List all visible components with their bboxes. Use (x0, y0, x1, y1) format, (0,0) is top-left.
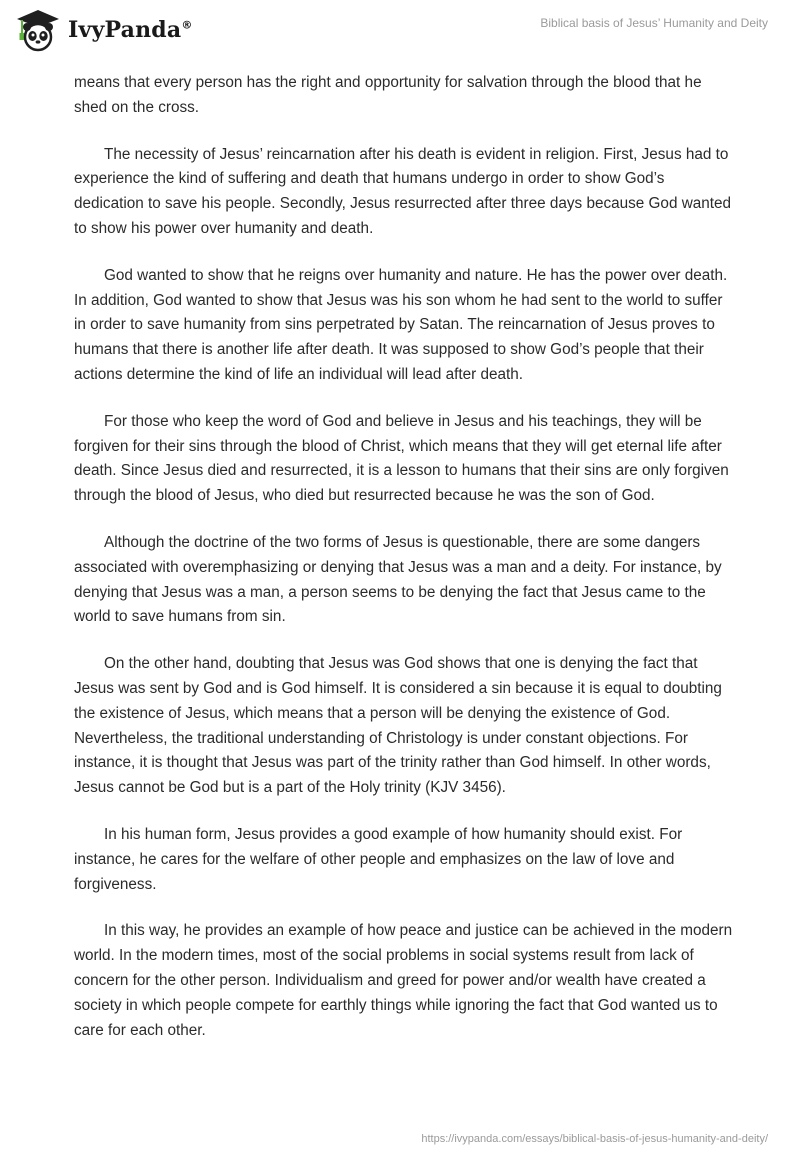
running-title: Biblical basis of Jesus’ Humanity and Deity (540, 16, 768, 30)
paragraph: In this way, he provides an example of how peace and justice can be achieved in the modern world. In the modern times, most of the social problems in social systems result from lack of concern for the other person. Individualism and greed for power and/or wealth have created a society in which people compete for earthly things while ignoring the fact that God wanted us to care for each other. (74, 922, 733, 1039)
essay-body (74, 71, 734, 1065)
paragraph: In his human form, Jesus provides a good example of how humanity should exist. For instance, he cares for the welfare of other people and emphasizes on the law of love and forgiveness. (74, 825, 683, 893)
panda-graduate-icon (14, 8, 62, 52)
paragraph: means that every person has the right and opportunity for salvation through the blood that he shed on the cross. (74, 74, 702, 116)
page-header (0, 0, 800, 64)
brand-name: IvyPanda® (68, 17, 193, 43)
registered-mark: ® (181, 18, 193, 32)
source-url[interactable]: https://ivypanda.com/essays/biblical-basis-of-jesus-humanity-and-deity/ (421, 1133, 768, 1145)
ivypanda-logo[interactable] (14, 8, 193, 52)
paragraph: The necessity of Jesus’ reincarnation after his death is evident in religion. First, Jesus had to experience the kind of suffering and death that humans undergo in order to show God’s dedication to save his people. Secondly, Jesus resurrected after three days because God wanted to show his power over humanity and death. (74, 145, 732, 237)
paragraph: God wanted to show that he reigns over humanity and nature. He has the power over death. In addition, God wanted to show that Jesus was his son whom he had sent to the world to suffer in order to save humanity from sins perpetrated by Satan. The reincarnation of Jesus proves to humans that there is another life after death. It was supposed to show God’s people that their actions determine the kind of life an individual will lead after death. (74, 266, 728, 383)
paragraph: On the other hand, doubting that Jesus was God shows that one is denying the fact that Jesus was sent by God and is God himself. It is considered a sin because it is equal to doubting the existence of Jesus, which means that a person will be denying the existence of God. Nevertheless, the traditional understanding of Christology is under constant objections. For instance, it is thought that Jesus was part of the trinity rather than God himself. In other words, Jesus cannot be God but is a part of the Holy trinity (KJV 3456). (74, 655, 722, 797)
paragraph: Although the doctrine of the two forms of Jesus is questionable, there are some dangers associated with overemphasizing or denying that Jesus was a man and a deity. For instance, by denying that Jesus was a man, a person seems to be denying the fact that Jesus came to the world to save humans from sin. (74, 533, 722, 626)
paragraph: For those who keep the word of God and believe in Jesus and his teachings, they will be forgiven for their sins through the blood of Christ, which means that they will get eternal life after death. Since Jesus died and resurrected, it is a lesson to humans that their sins are only forgiven through the blood of Jesus, who died but resurrected because he was the son of God. (74, 412, 729, 505)
